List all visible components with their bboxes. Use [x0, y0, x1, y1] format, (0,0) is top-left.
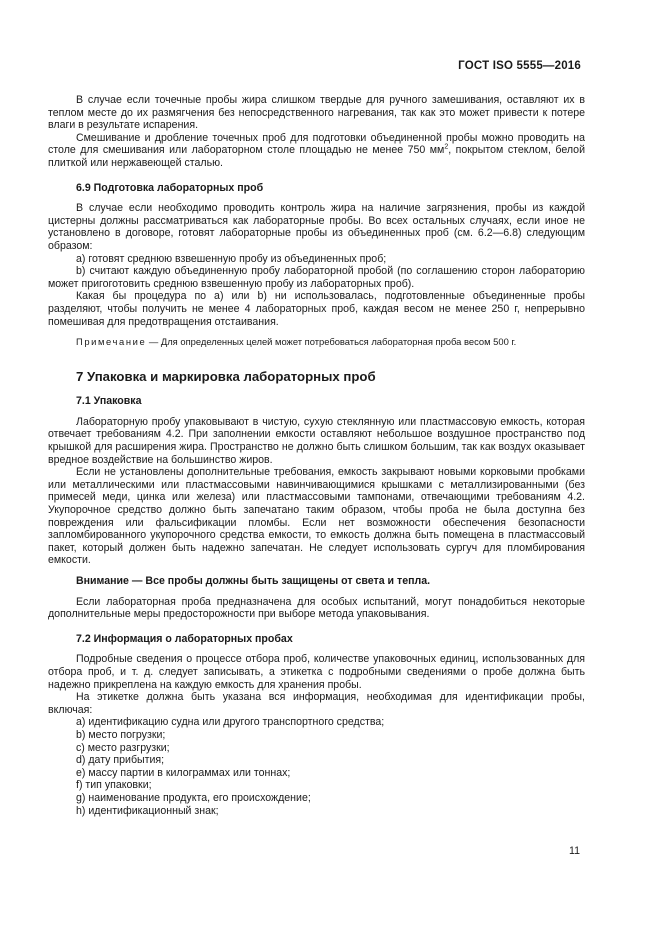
- paragraph: Если не установлены дополнительные требования, емкость закрывают новыми корковыми пробками или металлическими или пластмассовыми навинчивающимися крышками с металлизированными (без примесей меди, цинка или железа) или пластмассовыми тампонами, отвечающими требованиям 4.2. Укупорочное средство должно быть запечатано таким образом, чтобы проба не была доступна без повреждения или фальсификации пломбы. Если нет возможности обеспечения безопасности запломбированного укупорочного средства емкости, то емкость должна быть помещена в пластмассовый пакет, который должен быть надежно запечатан. Не следует использовать сургуч для пломбирования емкости.: [48, 466, 585, 567]
- note-label: Примечание: [76, 336, 147, 348]
- list-item: d) дату прибытия;: [76, 754, 165, 767]
- page-number: 11: [569, 845, 580, 857]
- section-heading: 6.9 Подготовка лабораторных проб: [76, 181, 264, 194]
- paragraph-text: , покрытом стеклом, белой плиткой или нержавеющей сталью.: [48, 144, 585, 169]
- document-body: [48, 94, 585, 817]
- paragraph: В случае если точечные пробы жира слишком твердые для ручного замешивания, оставляют их в теплом месте до их размягчения без непосредственного нагревания, так как это может привести к потере влаги в результате испарения.: [48, 94, 585, 132]
- section-heading: 7.2 Информация о лабораторных пробах: [76, 632, 293, 645]
- paragraph: Если лабораторная проба предназначена для особых испытаний, могут понадобиться некоторые дополнительные меры предосторожности при выборе метода упаковывания.: [48, 595, 585, 621]
- note: [48, 336, 585, 349]
- paragraph: На этикетке должна быть указана вся информация, необходимая для идентификации пробы, включая:: [48, 691, 585, 716]
- paragraph: Лабораторную пробу упаковывают в чистую, сухую стеклянную или пластмассовую емкость, которая отвечает требованиям 4.2. При заполнении емкости оставляют небольшое воздушное пространство под крышкой для расширения жира. Пространство не должно быть слишком большим, так как воздух оказывает вредное воздействие на большинство жиров.: [48, 415, 585, 466]
- warning-text: Внимание — Все пробы должны быть защищены от света и тепла.: [76, 575, 431, 587]
- list-item: a) идентификацию судна или другого транспортного средства;: [76, 716, 385, 729]
- list-item: e) массу партии в килограммах или тоннах;: [76, 766, 291, 779]
- list-item: c) место разгрузки;: [76, 741, 170, 754]
- chapter-heading: 7 Упаковка и маркировка лабораторных проб: [76, 368, 376, 384]
- note-text: — Для определенных целей может потребоваться лабораторная проба весом 500 г.: [146, 336, 517, 348]
- list-item: g) наименование продукта, его происхождение;: [76, 791, 311, 804]
- section-heading: 7.1 Упаковка: [76, 395, 142, 408]
- list-item: b) считают каждую объединенную пробу лабораторной пробой (по соглашению сторон лабораторию может пригоготовить среднюю взвешенную пробу из лабораторных проб).: [48, 265, 585, 290]
- paragraph: В случае если необходимо проводить контроль жира на наличие загрязнения, пробы из каждой цистерны должны рассматриваться как лабораторные пробы. Во всех остальных случаях, если иное не установлено в договоре, готовят лабораторные пробы из объединенных проб (см. 6.2—6.8) следующим образом:: [48, 202, 585, 252]
- document-header: ГОСТ ISO 5555—2016: [458, 60, 581, 72]
- paragraph: Подробные сведения о процессе отбора проб, количестве упаковочных единиц, использованных для отбора проб, и т. д. следует записывать, а этикетка с подробными сведениями о пробе должна быть надежно прикреплена на каждую емкость для хранения пробы.: [48, 653, 585, 691]
- list-item: h) идентификационный знак;: [76, 804, 219, 817]
- paragraph: Какая бы процедура по a) или b) ни использовалась, подготовленные объединенные пробы разделяют, чтобы получить не менее 4 лабораторных проб, каждая весом не менее 250 г, непрерывно помешивая для предотвращения отстаивания.: [48, 290, 585, 328]
- list-item: a) готовят среднюю взвешенную пробу из объединенных проб;: [76, 252, 387, 265]
- paragraph-text: Смешивание и дробление точечных проб для подготовки объединенной пробы можно проводить на столе для смешивания или лабораторном столе площадью не менее 750 мм: [48, 131, 585, 157]
- list-item: b) место погрузки;: [76, 728, 166, 741]
- list-item: f) тип упаковки;: [76, 779, 152, 792]
- superscript: 2: [444, 143, 449, 151]
- paragraph: [48, 132, 585, 170]
